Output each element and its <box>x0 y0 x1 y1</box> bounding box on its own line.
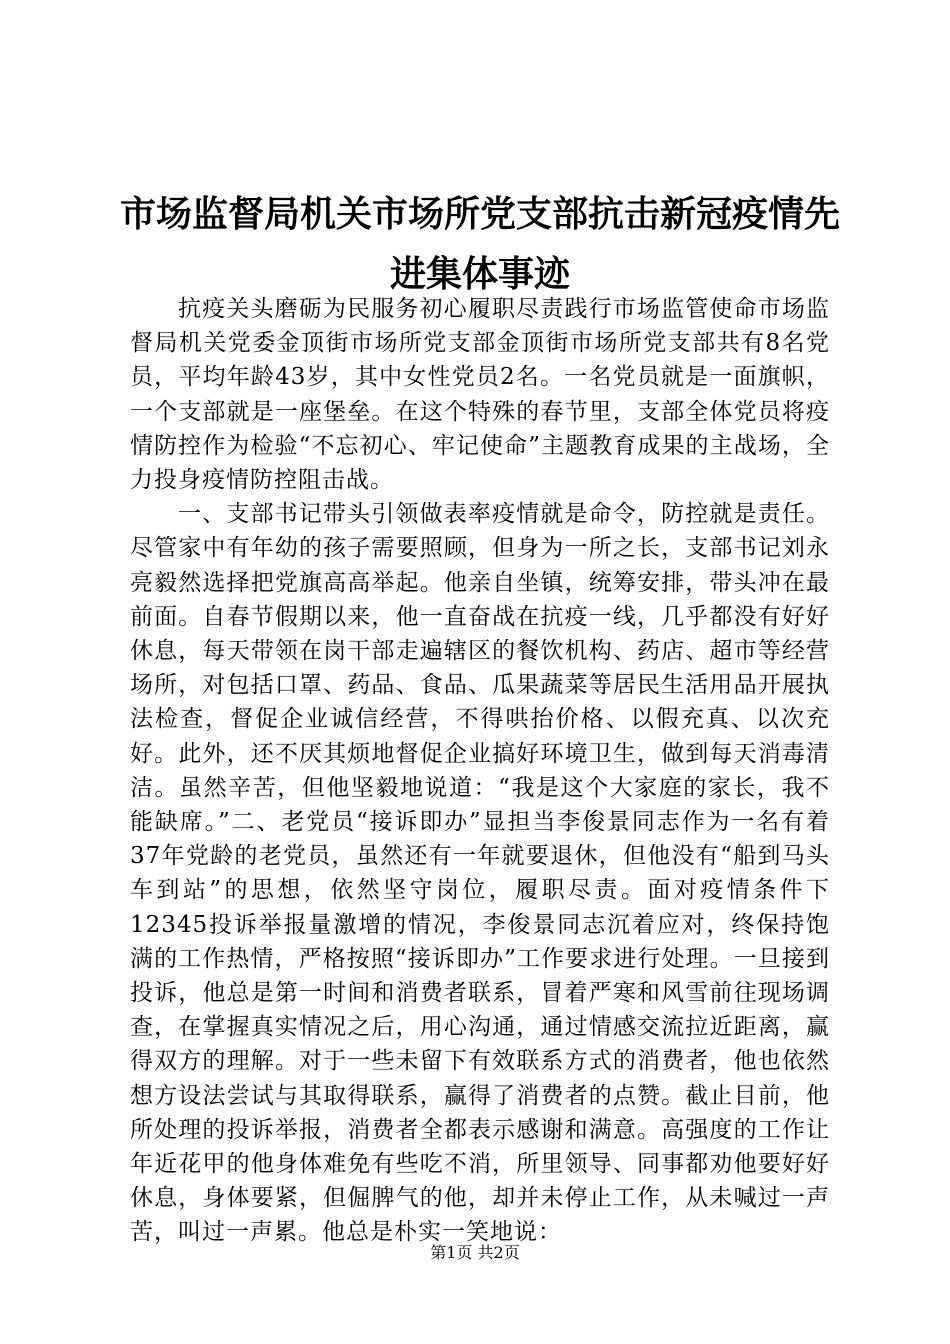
document-body <box>130 292 830 1250</box>
title-line-1: 市场监督局机关市场所党支部抗击新冠疫情先 <box>119 193 840 236</box>
paragraph-section: 一、支部书记带头引领做表率疫情就是命令，防控就是责任。尽管家中有年幼的孩子需要照顾，但身为一所之长，支部书记刘永亮毅然选择把党旗高高举起。他亲自坐镇，统筹安排，带头冲在最前面。自春节假期以来，他一直奋战在抗疫一线，几乎都没有好好休息，每天带领在岗干部走遍辖区的餐饮机构、药店、超市等经营场所，对包括口罩、药品、食品、瓜果蔬菜等居民生活用品开展执法检查，督促企业诚信经营，不得哄抬价格、以假充真、以次充好。此外，还不厌其烦地督促企业搞好环境卫生，做到每天消毒清洁。虽然辛苦，但他坚毅地说道：“我是这个大家庭的家长，我不能缺席。”二、老党员“接诉即办”显担当李俊景同志作为一名有着37年党龄的老党员，虽然还有一年就要退休，但他没有“船到马头车到站”的思想，依然坚守岗位，履职尽责。面对疫情条件下12345投诉举报量激增的情况，李俊景同志沉着应对，终保持饱满的工作热情，严格按照“接诉即办”工作要求进行处理。一旦接到投诉，他总是第一时间和消费者联系，冒着严寒和风雪前往现场调查，在掌握真实情况之后，用心沟通，通过情感交流拉近距离，赢得双方的理解。对于一些未留下有效联系方式的消费者，他也依然想方设法尝试与其取得联系，赢得了消费者的点赞。截止目前，他所处理的投诉举报，消费者全都表示感谢和满意。高强度的工作让年近花甲的他身体难免有些吃不消，所里领导、同事都劝他要好好休息，身体要紧，但倔脾气的他，却并未停止工作，从未喊过一声苦，叫过一声累。他总是朴实一笑地说： <box>130 501 830 1246</box>
document-title <box>110 184 850 304</box>
paragraph-intro: 抗疫关头磨砺为民服务初心履职尽责践行市场监管使命市场监督局机关党委金顶街市场所党支部金顶街市场所党支部共有8名党员，平均年龄43岁，其中女性党员2名。一名党员就是一面旗帜，一个支部就是一座堡垒。在这个特殊的春节里，支部全体党员将疫情防控作为检验“不忘初心、牢记使命”主题教育成果的主战场，全力投身疫情防控阻击战。 <box>130 296 830 494</box>
title-line-2: 进集体事迹 <box>389 253 570 296</box>
page-footer: 第1页 共2页 <box>430 1243 520 1262</box>
